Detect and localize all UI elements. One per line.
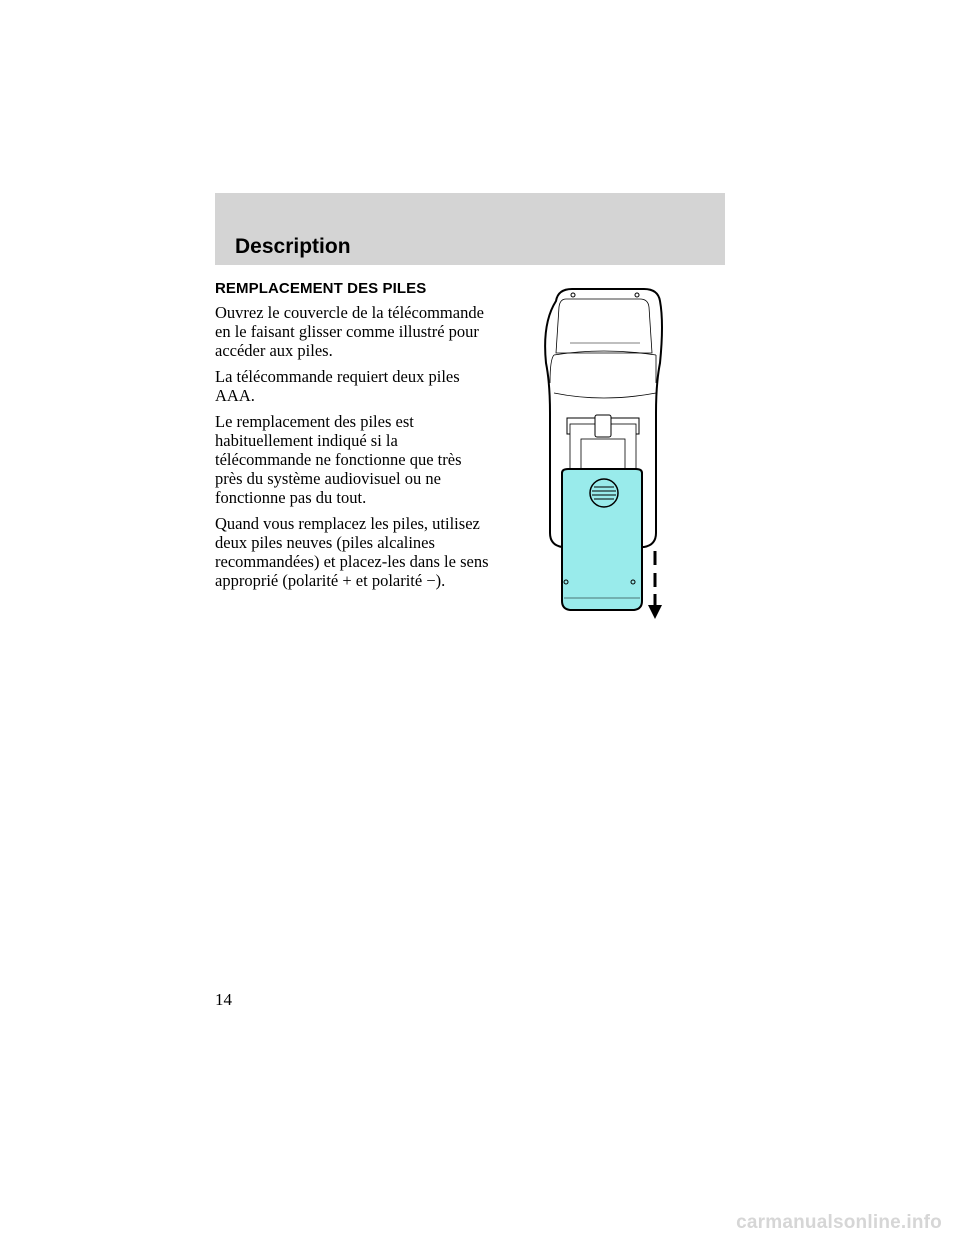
paragraph-replacement-indication: Le remplacement des piles est habituellement indiqué si la télécommande ne fonctionne que très près du système audiovisuel ou ne fonctionne pas du tout. (215, 412, 462, 507)
remote-battery-illustration (540, 283, 670, 623)
section-header-band (215, 193, 725, 265)
paragraph-replacement-instructions: Quand vous remplacez les piles, utilisez deux piles neuves (piles alcalines recommandées) et placez-les dans le sens approprié (polarité + et polarité −). (215, 514, 489, 590)
section-heading: REMPLACEMENT DES PILES (215, 280, 427, 297)
remote-battery-cover-icon (540, 283, 670, 623)
paragraph-open-cover: Ouvrez le couvercle de la télécommande en le faisant glisser comme illustré pour accéder aux piles. (215, 303, 484, 360)
watermark: carmanualsonline.info (736, 1212, 942, 1233)
paragraph-battery-type: La télécommande requiert deux piles AAA. (215, 367, 460, 405)
content-column (215, 280, 490, 597)
page-title: Description (235, 235, 351, 258)
page-number: 14 (215, 990, 232, 1009)
